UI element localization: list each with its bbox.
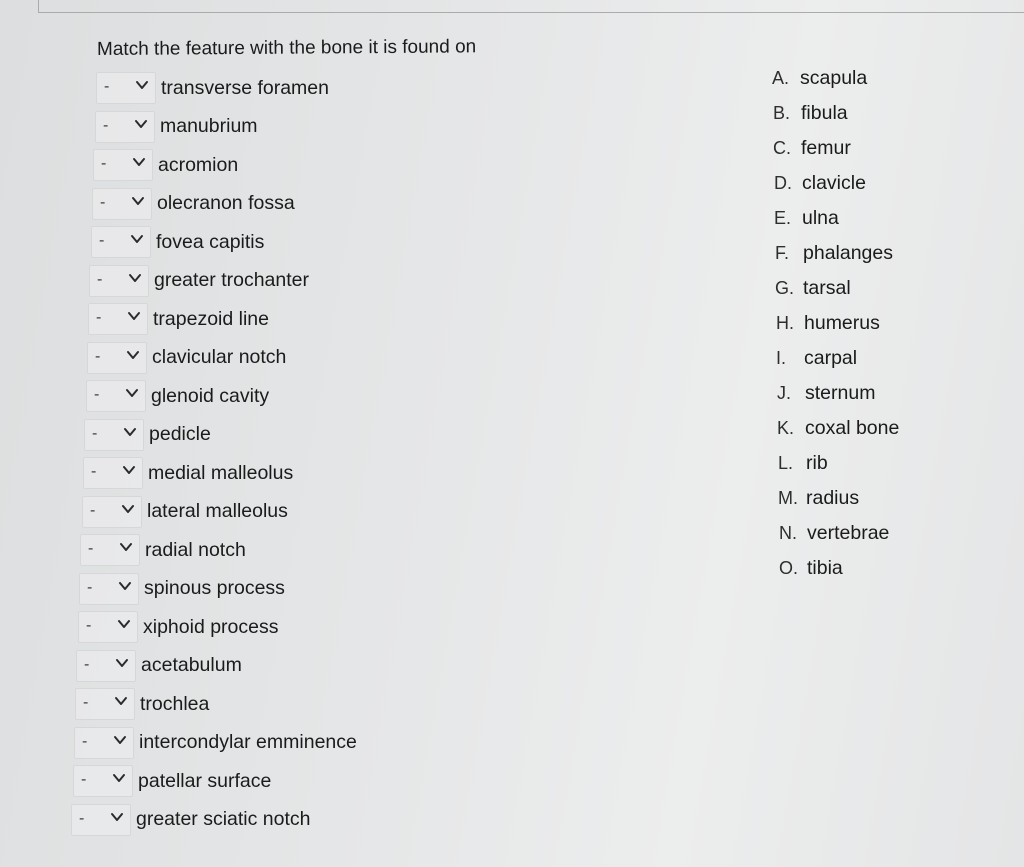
chevron-down-icon bbox=[132, 157, 146, 167]
question-row-12 bbox=[82, 496, 288, 528]
question-row-7 bbox=[88, 303, 269, 335]
answer-option-6 bbox=[775, 242, 893, 265]
answer-letter: F. bbox=[775, 243, 790, 263]
dropdown-selected-value: - bbox=[100, 193, 106, 211]
question-row-15 bbox=[78, 611, 279, 643]
question-row-9 bbox=[86, 380, 269, 412]
answer-letter: J. bbox=[777, 383, 792, 403]
answer-option-10 bbox=[777, 382, 875, 405]
answer-option-13 bbox=[778, 487, 859, 510]
dropdown-selected-value: - bbox=[104, 78, 110, 95]
question-label: greater sciatic notch bbox=[136, 808, 311, 830]
question-label: acetabulum bbox=[141, 654, 242, 676]
question-label: radial notch bbox=[145, 538, 246, 561]
answer-text: femur bbox=[801, 137, 851, 159]
answer-dropdown[interactable] bbox=[82, 496, 142, 528]
answer-letter: D. bbox=[774, 173, 792, 193]
question-label: olecranon fossa bbox=[157, 192, 295, 214]
dropdown-selected-value: - bbox=[96, 309, 102, 326]
dropdown-selected-value: - bbox=[92, 424, 98, 442]
chevron-down-icon bbox=[119, 542, 133, 552]
question-row-14 bbox=[79, 573, 285, 605]
question-row-2 bbox=[95, 111, 258, 143]
answer-text: coxal bone bbox=[805, 417, 900, 439]
answer-dropdown[interactable] bbox=[73, 765, 133, 797]
dropdown-selected-value: - bbox=[97, 270, 103, 288]
answer-dropdown[interactable] bbox=[91, 226, 151, 258]
question-row-10 bbox=[84, 419, 211, 451]
dropdown-selected-value: - bbox=[90, 501, 96, 519]
answer-letter: I. bbox=[776, 348, 787, 368]
answer-letter: A. bbox=[772, 68, 790, 88]
chevron-down-icon bbox=[131, 196, 145, 206]
answer-option-15 bbox=[779, 557, 843, 580]
question-row-11 bbox=[83, 457, 293, 489]
question-row-20 bbox=[71, 804, 311, 836]
question-label: greater trochanter bbox=[154, 269, 310, 291]
answer-dropdown[interactable] bbox=[87, 342, 147, 374]
chevron-down-icon bbox=[121, 504, 135, 514]
answer-text: phalanges bbox=[803, 242, 893, 264]
dropdown-selected-value: - bbox=[88, 540, 94, 557]
answer-letter: L. bbox=[778, 453, 794, 473]
question-row-13 bbox=[80, 534, 246, 566]
answer-option-1 bbox=[772, 67, 867, 90]
answer-option-7 bbox=[775, 277, 851, 300]
question-label: manubrium bbox=[160, 115, 258, 137]
chevron-down-icon bbox=[130, 234, 144, 244]
chevron-down-icon bbox=[122, 465, 136, 475]
chevron-down-icon bbox=[126, 350, 140, 360]
question-row-5 bbox=[91, 226, 264, 258]
chevron-down-icon bbox=[134, 119, 148, 129]
answer-text: carpal bbox=[804, 347, 858, 369]
answer-option-14 bbox=[779, 522, 889, 545]
answer-text: sternum bbox=[805, 382, 876, 404]
dropdown-selected-value: - bbox=[94, 386, 100, 403]
question-label: medial malleolus bbox=[148, 461, 294, 484]
answer-dropdown[interactable] bbox=[96, 72, 156, 104]
dropdown-selected-value: - bbox=[82, 732, 88, 750]
dropdown-selected-value: - bbox=[103, 116, 109, 134]
answer-dropdown[interactable] bbox=[86, 380, 146, 412]
answer-option-12 bbox=[778, 452, 828, 475]
answer-dropdown[interactable] bbox=[78, 611, 138, 643]
chevron-down-icon bbox=[135, 80, 149, 90]
answer-text: rib bbox=[806, 452, 828, 474]
answer-dropdown[interactable] bbox=[75, 688, 135, 720]
question-label: acromion bbox=[158, 153, 239, 176]
chevron-down-icon bbox=[118, 581, 132, 591]
question-label: glenoid cavity bbox=[151, 384, 270, 407]
answer-text: tibia bbox=[807, 557, 843, 579]
answer-text: vertebrae bbox=[807, 522, 890, 544]
question-title: Match the feature with the bone it is found on bbox=[96, 36, 477, 60]
answer-dropdown[interactable] bbox=[89, 265, 149, 297]
answer-option-11 bbox=[777, 417, 899, 440]
answer-text: clavicle bbox=[802, 172, 866, 194]
question-label: fovea capitis bbox=[156, 230, 265, 253]
answer-text: humerus bbox=[804, 312, 880, 334]
answer-letter: C. bbox=[773, 138, 791, 158]
chevron-down-icon bbox=[127, 311, 141, 321]
chevron-down-icon bbox=[117, 619, 131, 629]
answer-option-2 bbox=[773, 102, 848, 125]
answer-text: fibula bbox=[801, 102, 848, 124]
answer-letter: H. bbox=[776, 313, 794, 333]
answer-dropdown[interactable] bbox=[93, 149, 153, 181]
answer-dropdown[interactable] bbox=[88, 303, 148, 335]
question-row-18 bbox=[74, 727, 357, 759]
dropdown-selected-value: - bbox=[91, 463, 97, 480]
question-label: trapezoid line bbox=[153, 307, 269, 330]
chevron-down-icon bbox=[125, 388, 139, 398]
answer-dropdown[interactable] bbox=[79, 573, 139, 605]
chevron-down-icon bbox=[115, 658, 129, 668]
dropdown-selected-value: - bbox=[86, 617, 92, 634]
question-label: clavicular notch bbox=[152, 346, 287, 368]
answer-dropdown[interactable] bbox=[95, 111, 155, 143]
panel-frame bbox=[38, 0, 1024, 13]
answer-dropdown[interactable] bbox=[80, 534, 140, 566]
question-row-1 bbox=[96, 72, 329, 104]
dropdown-selected-value: - bbox=[83, 694, 89, 711]
answer-dropdown[interactable] bbox=[74, 727, 134, 759]
answer-text: ulna bbox=[802, 207, 839, 229]
answer-letter: O. bbox=[779, 558, 799, 578]
question-row-16 bbox=[76, 650, 242, 682]
dropdown-selected-value: - bbox=[79, 809, 85, 827]
chevron-down-icon bbox=[110, 812, 124, 822]
dropdown-selected-value: - bbox=[81, 771, 87, 788]
question-label: trochlea bbox=[140, 692, 210, 715]
dropdown-selected-value: - bbox=[101, 155, 107, 172]
answer-letter: M. bbox=[778, 488, 798, 508]
answer-dropdown[interactable] bbox=[92, 188, 152, 220]
answer-dropdown[interactable] bbox=[71, 804, 131, 836]
question-label: transverse foramen bbox=[161, 76, 329, 99]
answer-letter: G. bbox=[775, 278, 795, 298]
dropdown-selected-value: - bbox=[87, 578, 93, 596]
answer-option-4 bbox=[774, 172, 866, 195]
answer-dropdown[interactable] bbox=[76, 650, 136, 682]
question-row-4 bbox=[92, 188, 295, 220]
answer-option-8 bbox=[776, 312, 880, 335]
dropdown-selected-value: - bbox=[95, 347, 101, 365]
answer-letter: N. bbox=[779, 523, 797, 543]
answer-letter: B. bbox=[773, 103, 791, 123]
question-row-8 bbox=[87, 342, 286, 374]
chevron-down-icon bbox=[112, 773, 126, 783]
question-row-17 bbox=[75, 688, 209, 720]
dropdown-selected-value: - bbox=[99, 232, 105, 249]
answer-letter: K. bbox=[777, 418, 795, 438]
answer-option-3 bbox=[773, 137, 851, 160]
chevron-down-icon bbox=[113, 735, 127, 745]
chevron-down-icon bbox=[128, 273, 142, 283]
answer-text: tarsal bbox=[803, 277, 851, 299]
chevron-down-icon bbox=[114, 696, 128, 706]
question-label: intercondylar emminence bbox=[139, 731, 357, 753]
answer-dropdown[interactable] bbox=[84, 419, 144, 451]
chevron-down-icon bbox=[123, 427, 137, 437]
answer-option-5 bbox=[774, 207, 839, 230]
answer-letter: E. bbox=[774, 208, 792, 228]
question-label: patellar surface bbox=[138, 769, 272, 792]
dropdown-selected-value: - bbox=[84, 655, 90, 673]
question-row-6 bbox=[89, 265, 309, 297]
question-row-3 bbox=[93, 149, 238, 181]
answer-text: radius bbox=[806, 487, 860, 509]
question-label: pedicle bbox=[149, 423, 211, 445]
answer-dropdown[interactable] bbox=[83, 457, 143, 489]
question-label: lateral malleolus bbox=[147, 500, 288, 522]
question-label: spinous process bbox=[144, 577, 285, 599]
answer-text: scapula bbox=[800, 67, 868, 89]
answer-option-9 bbox=[776, 347, 857, 370]
question-row-19 bbox=[73, 765, 271, 797]
question-label: xiphoid process bbox=[143, 615, 279, 638]
